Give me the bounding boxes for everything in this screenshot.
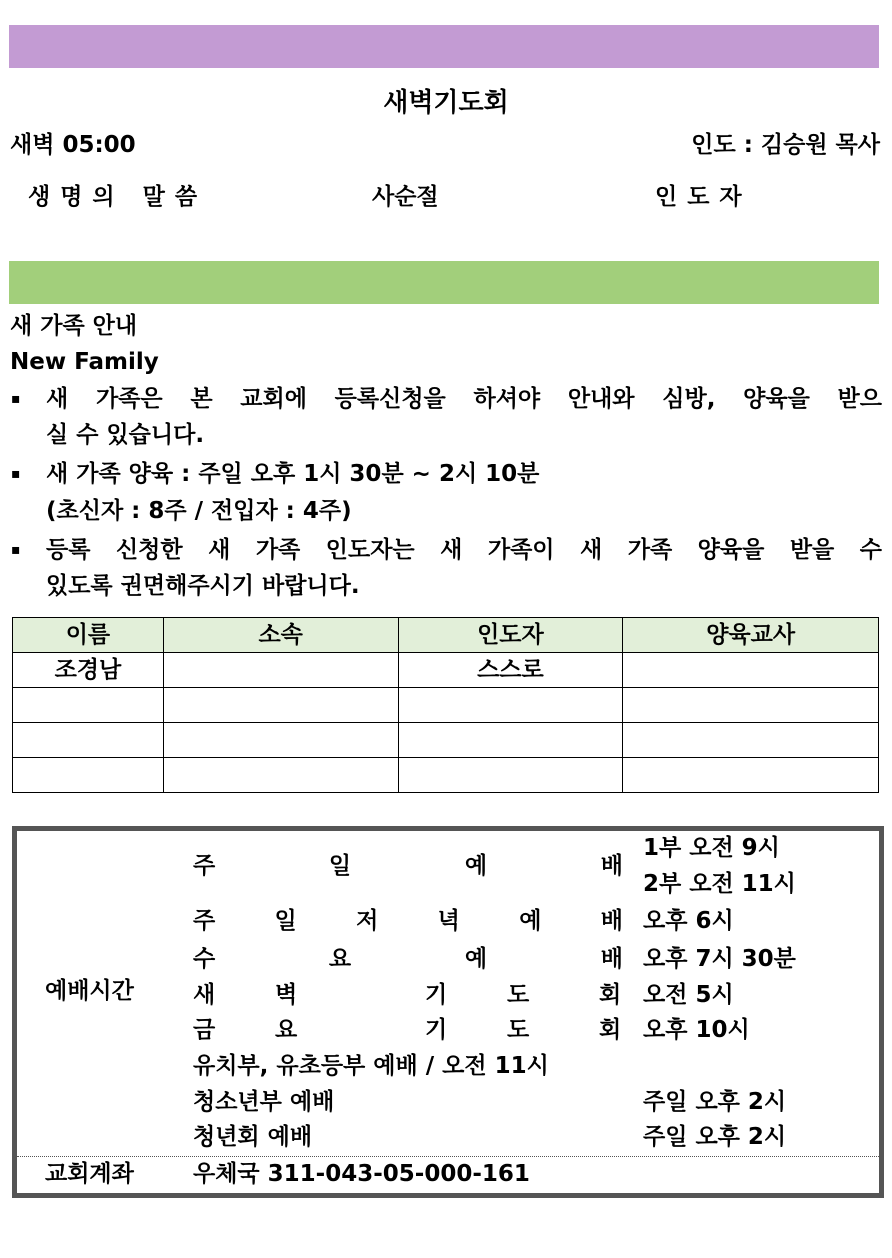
newfamily-b2-line1: 새 가족 양육 : 주일 오후 1시 30분 ~ 2시 10분 [46,461,540,487]
worship-youth: 청소년부 예배 [193,1089,335,1115]
table-cell [13,723,164,758]
worship-kids: 유치부, 유초등부 예배 / 오전 11시 [193,1053,549,1079]
table-cell [13,688,164,723]
account-label: 교회계좌 [45,1161,134,1187]
table-header-row [13,618,879,653]
table-cell: 스스로 [398,653,623,688]
table-row [13,653,879,688]
newfamily-b1-line1: 새 가족은 본 교회에 등록신청을 하셔야 안내와 심방, 양육을 받으 [46,386,882,412]
bullet-icon: ▪ [11,466,21,482]
worship-friday-time: 오후 10시 [643,1017,750,1043]
bullet-icon: ▪ [11,542,21,558]
dawn-col-word: 생명의 말씀 [28,184,208,210]
worship-dawn-time: 오전 5시 [643,982,734,1008]
table-header-teacher: 양육교사 [623,618,879,653]
bullet-icon: ▪ [11,391,21,407]
table-cell [163,758,398,793]
worship-young-time: 주일 오후 2시 [643,1124,787,1150]
worship-young: 청년회 예배 [193,1124,313,1150]
worship-evening-time: 오후 6시 [643,908,734,934]
dawn-col-verse: 사순절 [372,184,439,210]
table-header-name: 이름 [13,618,164,653]
dawn-col-leader: 인도자 [655,184,752,210]
newfamily-b2-line2: (초신자 : 8주 / 전입자 : 4주) [46,498,352,524]
table-header-group: 소속 [163,618,398,653]
account-divider [17,1156,879,1157]
dawn-header-bar [9,25,879,68]
worship-wednesday: 수 요 예 배 [193,946,623,972]
newfamily-table [12,617,879,793]
newfamily-b3-line2: 있도록 권면해주시기 바랍니다. [46,573,360,599]
table-cell: 조경남 [13,653,164,688]
dawn-time: 새벽 05:00 [10,132,136,158]
table-row [13,758,879,793]
worship-evening: 주 일 저 녁 예 배 [193,908,623,934]
table-cell [623,758,879,793]
dawn-title: 새벽기도회 [383,88,509,118]
newfamily-b3-line1: 등록 신청한 새 가족 인도자는 새 가족이 새 가족 양육을 받을 수 [46,537,882,563]
worship-label: 예배시간 [45,978,134,1004]
worship-sunday: 주 일 예 배 [193,853,623,879]
worship-sunday-time2: 2부 오전 11시 [643,871,796,897]
table-cell [623,653,879,688]
newfamily-header-bar [9,261,879,304]
table-header-leader: 인도자 [398,618,623,653]
table-cell [163,653,398,688]
table-cell [623,688,879,723]
table-row [13,688,879,723]
worship-box: 예배시간 주 일 예 배 1부 오전 9시 2부 오전 11시 주 일 저 녁 예 배 오후 6시 수 요 예 배 오후 7시 30분 새 벽 기 도 회 오전 5시 금 요 기 도 회 오후 10시 유치부, 유초등부 예배 / 오전 11시 청소년부 예배 주일 오후 2시 청년회 예배 주일 오후 2시 교회계좌 우체국 311-043-05-000-161 [12,826,884,1198]
table-cell [398,758,623,793]
worship-sunday-time1: 1부 오전 9시 [643,835,780,861]
table-cell [13,758,164,793]
newfamily-subtitle: New Family [10,349,159,375]
dawn-leader: 인도 : 김승원 목사 [691,132,880,158]
newfamily-title: 새 가족 안내 [10,313,138,339]
table-cell [398,688,623,723]
worship-wednesday-time: 오후 7시 30분 [643,946,796,972]
table-row [13,723,879,758]
table-cell [398,723,623,758]
account-number: 우체국 311-043-05-000-161 [193,1161,530,1187]
newfamily-b1-line2: 실 수 있습니다. [46,422,205,448]
table-cell [163,723,398,758]
worship-youth-time: 주일 오후 2시 [643,1089,787,1115]
table-cell [623,723,879,758]
table-cell [163,688,398,723]
